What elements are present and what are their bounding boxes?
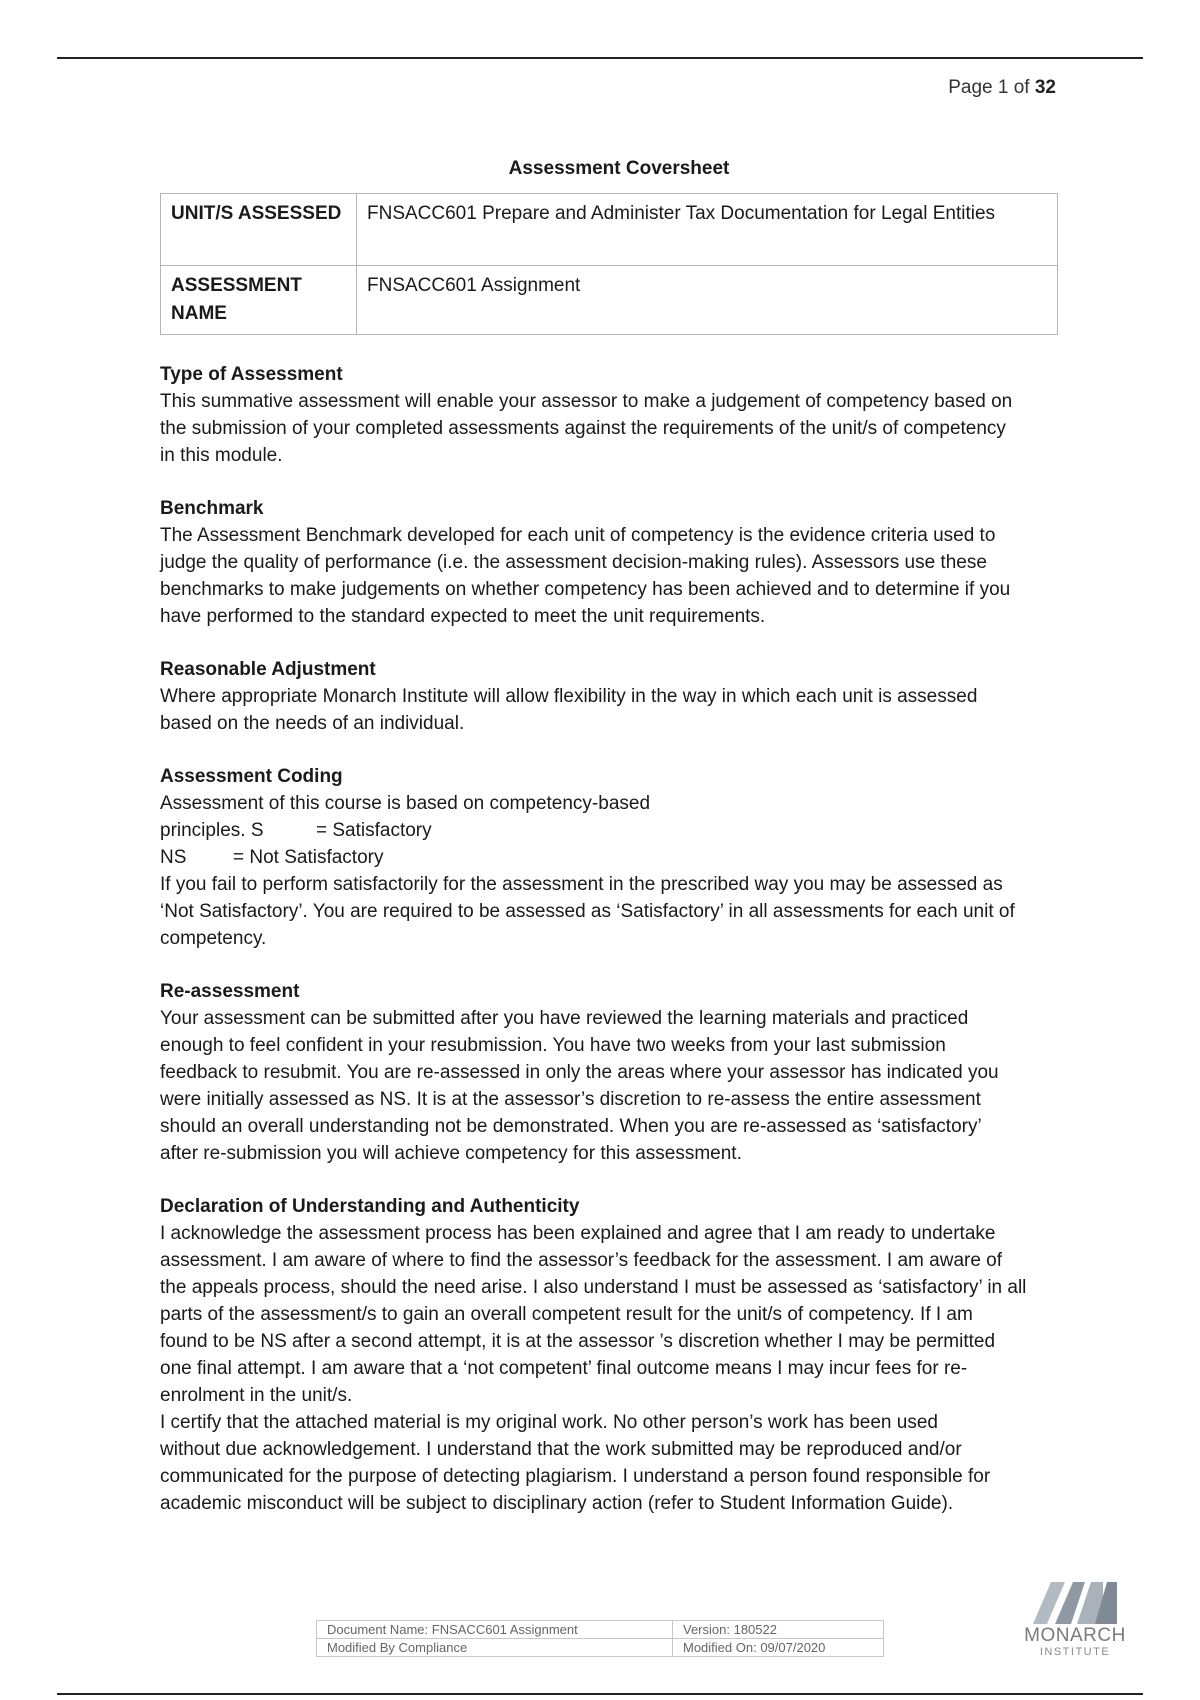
assessment-name-label: ASSESSMENT NAME [161,266,357,335]
unit-value: FNSACC601 Prepare and Administer Tax Documentation for Legal Entities [357,194,1058,266]
section-reassessment [160,978,1078,1167]
assessment-name-value: FNSACC601 Assignment [357,266,1058,335]
section-heading: Benchmark [160,498,264,519]
section-line: communicated for the purpose of detecting plagiarism. I understand a person found responsible for [160,1466,991,1487]
section-heading: Reasonable Adjustment [160,659,376,680]
table-row [317,1639,884,1657]
section-line: found to be NS after a second attempt, it is at the assessor ’s discretion whether I may be permitted [160,1331,996,1352]
monarch-logo [1020,1578,1130,1670]
section-line: should an overall understanding not be demonstrated. When you are re-assessed as ‘satisfactory’ [160,1116,982,1137]
section-line: Where appropriate Monarch Institute will allow flexibility in the way in which each unit is assessed [160,686,978,707]
footer-document-name: Document Name: FNSACC601 Assignment [317,1621,673,1639]
footer-document-info [316,1620,884,1657]
code-s: principles. S [160,820,264,841]
header-rule [57,57,1143,59]
coversheet-table [160,193,1058,335]
section-line: have performed to the standard expected to meet the unit requirements. [160,606,766,627]
document-body [160,158,1078,1517]
section-line: academic misconduct will be subject to disciplinary action (refer to Student Information Guide). [160,1493,954,1514]
section-line: This summative assessment will enable your assessor to make a judgement of competency based on [160,391,1013,412]
footer-version: Version: 180522 [673,1621,884,1639]
section-line: based on the needs of an individual. [160,713,465,734]
section-line [160,817,1078,844]
section-line: I acknowledge the assessment process has been explained and agree that I am ready to undertake [160,1223,996,1244]
section-line: enough to feel confident in your resubmission. You have two weeks from your last submission [160,1035,946,1056]
section-heading: Declaration of Understanding and Authenticity [160,1196,580,1217]
section-benchmark [160,495,1078,630]
section-line: benchmarks to make judgements on whether competency has been achieved and to determine if you [160,579,1011,600]
footer-rule [57,1693,1143,1695]
section-line: after re-submission you will achieve competency for this assessment. [160,1143,742,1164]
section-line: Assessment of this course is based on competency-based [160,793,651,814]
logo-name: MONARCH [1024,1625,1126,1646]
table-row [161,194,1058,266]
code-s-meaning: = Satisfactory [316,820,432,841]
section-line: enrolment in the unit/s. [160,1385,353,1406]
section-heading: Re-assessment [160,981,300,1002]
section-line: competency. [160,928,267,949]
section-line: Your assessment can be submitted after you have reviewed the learning materials and practiced [160,1008,969,1029]
logo-sub: INSTITUTE [1039,1646,1111,1658]
section-line: If you fail to perform satisfactorily for the assessment in the prescribed way you may be assessed as [160,874,1003,895]
section-line: the appeals process, should the need arise. I also understand I must be assessed as ‘satisfactory’ in all [160,1277,1027,1298]
total-pages: 32 [1034,77,1056,98]
monarch-logo-icon [1025,1578,1125,1626]
section-assessment-coding [160,763,1078,952]
section-line: in this module. [160,445,283,466]
section-line: assessment. I am aware of where to find the assessor’s feedback for the assessment. I am aware of [160,1250,1003,1271]
section-line: one final attempt. I am aware that a ‘not competent’ final outcome means I may incur fees for re- [160,1358,968,1379]
section-line: were initially assessed as NS. It is at the assessor’s discretion to re-assess the entire assessment [160,1089,981,1110]
section-line: the submission of your completed assessments against the requirements of the unit/s of competency [160,418,1006,439]
page-number: Page 1 of 32 [948,77,1056,98]
code-ns-meaning: = Not Satisfactory [233,847,384,868]
footer-modified-on: Modified On: 09/07/2020 [673,1639,884,1657]
section-line: The Assessment Benchmark developed for each unit of competency is the evidence criteria used to [160,525,996,546]
section-line: feedback to resubmit. You are re-assessed in only the areas where your assessor has indicated you [160,1062,999,1083]
document-title: Assessment Coversheet [508,158,730,179]
section-declaration [160,1193,1078,1517]
section-line: ‘Not Satisfactory’. You are required to be assessed as ‘Satisfactory’ in all assessments for each unit of [160,901,1015,922]
section-reasonable-adjustment [160,656,1078,737]
section-line [160,844,1078,871]
footer-modified-by: Modified By Compliance [317,1639,673,1657]
section-line: judge the quality of performance (i.e. the assessment decision-making rules). Assessors use these [160,552,987,573]
table-row [317,1621,884,1639]
table-row [161,266,1058,335]
unit-label: UNIT/S ASSESSED [161,194,357,266]
section-line: parts of the assessment/s to gain an overall competent result for the unit/s of competency. If I am [160,1304,973,1325]
section-line: without due acknowledgement. I understand that the work submitted may be reproduced and/or [160,1439,962,1460]
code-ns: NS [160,847,187,868]
section-type-of-assessment [160,361,1078,469]
section-heading: Assessment Coding [160,766,343,787]
section-line: I certify that the attached material is my original work. No other person’s work has been used [160,1412,938,1433]
section-heading: Type of Assessment [160,364,343,385]
